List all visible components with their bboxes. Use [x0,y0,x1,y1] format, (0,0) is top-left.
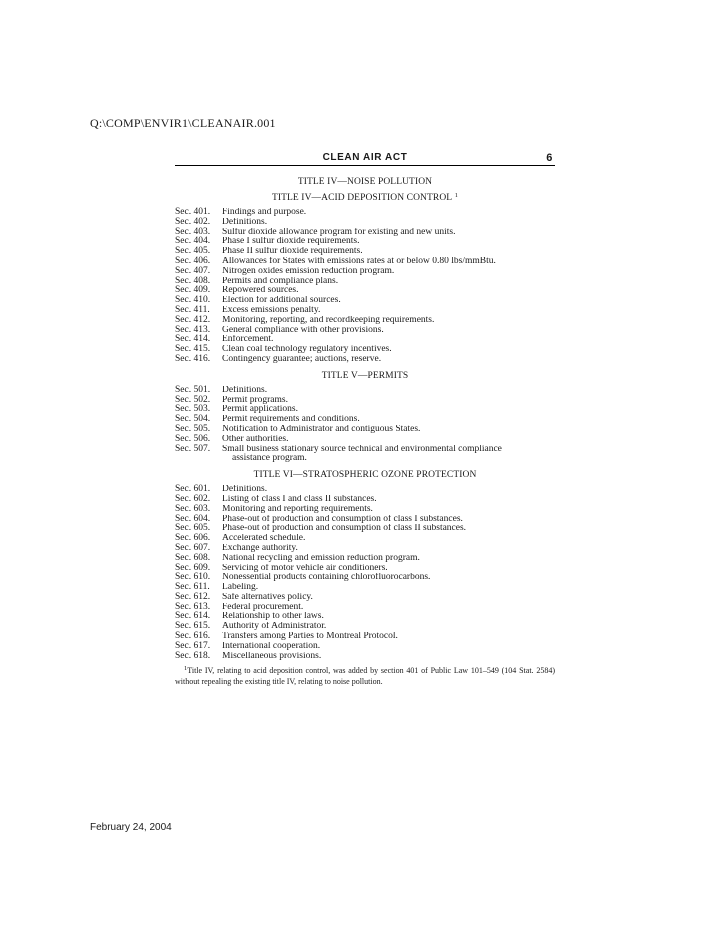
section-entry [175,247,555,257]
section-title [222,386,555,396]
section-title [222,495,555,505]
section-title [222,228,555,238]
section-title [222,218,555,228]
section-title-text: Nitrogen oxides emission reduction program. [222,266,395,276]
page-number: 6 [546,152,553,164]
title-heading [175,193,555,203]
footnote-mark: 1 [184,665,188,672]
section-title [222,524,555,534]
section-list [175,208,555,365]
section-title-text: Permits and compliance plans. [222,276,339,286]
section-number: Sec. 413. [175,324,211,335]
section-title [222,345,555,355]
section-title [222,277,555,287]
section-entry [175,286,555,296]
title-heading-text: TITLE V—PERMITS [321,370,409,381]
section-entry [175,208,555,218]
section-number: Sec. 406. [175,255,211,266]
section-number: Sec. 618. [175,650,211,661]
section-title [222,485,555,495]
section-title [222,583,555,593]
section-title-text: Definitions. [222,485,268,495]
section-title [222,326,555,336]
document-date: February 24, 2004 [90,822,172,833]
section-entry [175,652,555,662]
title-heading-text: TITLE VI—STRATOSPHERIC OZONE PROTECTION [253,470,477,481]
running-header-title: CLEAN AIR ACT [322,152,408,163]
section-entry [175,603,555,613]
section-title-text: Other authorities. [222,434,289,444]
section-entry [175,415,555,425]
section-number: Sec. 609. [175,562,211,573]
section-number: Sec. 602. [175,493,211,504]
section-title [222,554,555,564]
section-number: Sec. 401. [175,207,211,217]
section-number: Sec. 403. [175,226,211,237]
section-title-text: Sulfur dioxide allowance program for existing and new units. [222,227,456,237]
section-title [222,316,555,326]
section-number: Sec. 410. [175,295,211,306]
section-title-text: Nonessential products containing chlorofluorocarbons. [222,573,431,583]
title-heading-text: TITLE IV—ACID DEPOSITION CONTROL [271,193,453,203]
section-number: Sec. 503. [175,404,211,415]
footnote-text: Title IV, relating to acid deposition control, was added by section 401 of Public Law 101–549 (104 Stat. 2584) without repealing the existing title IV, relating to noise pollution. [175,666,555,686]
section-number: Sec. 505. [175,423,211,434]
section-title-text: Accelerated schedule. [222,534,306,544]
footnote-reference: 1 [454,192,459,199]
section-number: Sec. 610. [175,572,211,583]
section-title-text: Definitions. [222,217,268,227]
section-title-text: Findings and purpose. [222,208,307,217]
section-entry [175,345,555,355]
running-header [175,152,555,166]
section-title-continuation: assistance program. [232,453,307,464]
section-entry [175,296,555,306]
section-title [222,603,555,613]
section-title [222,445,555,465]
section-entry [175,277,555,287]
section-list [175,386,555,464]
section-number: Sec. 416. [175,353,211,364]
section-number: Sec. 412. [175,314,211,325]
section-number: Sec. 407. [175,265,211,276]
section-entry [175,228,555,238]
section-title [222,573,555,583]
section-number: Sec. 402. [175,216,211,227]
section-entry [175,445,555,465]
section-title-text: General compliance with other provisions. [222,325,384,335]
section-title [222,544,555,554]
section-title [222,652,555,662]
section-number: Sec. 614. [175,611,211,622]
section-entry [175,642,555,652]
section-entry [175,515,555,525]
section-title-text: Election for additional sources. [222,296,341,306]
section-entry [175,218,555,228]
section-number: Sec. 507. [175,443,211,454]
section-title-text: Authority of Administrator. [222,622,327,632]
section-title [222,642,555,652]
section-title [222,267,555,277]
section-title [222,335,555,345]
section-number: Sec. 405. [175,246,211,257]
section-entry [175,396,555,406]
section-title-text: Phase-out of production and consumption of class I substances. [222,514,463,524]
section-number: Sec. 606. [175,533,211,544]
section-entry [175,306,555,316]
section-title [222,237,555,247]
section-entry [175,564,555,574]
section-entry [175,425,555,435]
section-number: Sec. 604. [175,513,211,524]
section-entry [175,386,555,396]
section-title [222,415,555,425]
section-title [222,247,555,257]
section-number: Sec. 502. [175,394,211,405]
section-title [222,257,555,267]
section-entry [175,554,555,564]
section-title [222,564,555,574]
section-entry [175,355,555,365]
section-title-text: Small business stationary source technical and environmental compliance [222,444,502,454]
section-title-text: Phase-out of production and consumption of class II substances. [222,524,467,534]
section-entry [175,335,555,345]
section-entry [175,573,555,583]
section-number: Sec. 611. [175,582,210,593]
section-title-text: Definitions. [222,385,268,395]
section-title [222,296,555,306]
section-entry [175,534,555,544]
section-title [222,435,555,445]
section-title [222,425,555,435]
section-title-text: Enforcement. [222,335,274,345]
section-number: Sec. 617. [175,640,211,651]
section-title [222,505,555,515]
section-entry [175,257,555,267]
section-title-text: Phase II sulfur dioxide requirements. [222,247,363,257]
section-title [222,396,555,406]
file-path: Q:\COMP\ENVIR1\CLEANAIR.001 [90,116,276,130]
section-title-text: Permit programs. [222,395,288,405]
section-entry [175,524,555,534]
section-title-text: Exchange authority. [222,543,298,553]
section-list [175,485,555,661]
section-title-text: Safe alternatives policy. [222,592,313,602]
section-title-text: Servicing of motor vehicle air conditioners. [222,563,388,573]
section-title-text: Allowances for States with emissions rates at or below 0.80 lbs/mmBtu. [222,256,496,266]
section-number: Sec. 501. [175,384,211,395]
section-number: Sec. 613. [175,601,211,612]
section-number: Sec. 612. [175,591,211,602]
section-entry [175,316,555,326]
section-entry [175,237,555,247]
title-heading [175,177,555,187]
section-number: Sec. 408. [175,275,211,286]
section-number: Sec. 504. [175,414,211,425]
table-of-contents [175,177,555,661]
section-title-text: Repowered sources. [222,286,299,296]
section-entry [175,593,555,603]
section-number: Sec. 411. [175,304,210,315]
section-title-text: Federal procurement. [222,602,304,612]
section-title-text: Transfers among Parties to Montreal Protocol. [222,632,398,642]
section-entry [175,485,555,495]
section-entry [175,544,555,554]
section-number: Sec. 615. [175,621,211,632]
section-number: Sec. 601. [175,484,211,495]
section-entry [175,326,555,336]
section-entry [175,632,555,642]
section-title [222,306,555,316]
section-title-text: Relationship to other laws. [222,612,324,622]
section-title [222,355,555,365]
section-title-text: Labeling. [222,583,259,593]
section-number: Sec. 608. [175,552,211,563]
title-heading [175,470,555,480]
section-entry [175,612,555,622]
section-number: Sec. 414. [175,334,211,345]
section-title [222,622,555,632]
section-number: Sec. 415. [175,344,211,355]
section-title-text: Clean coal technology regulatory incentives. [222,345,392,355]
section-title-text: Monitoring and reporting requirements. [222,504,373,514]
section-title-text: Contingency guarantee; auctions, reserve. [222,354,382,364]
section-title-text: Excess emissions penalty. [222,305,321,315]
section-entry [175,405,555,415]
section-title-text: Notification to Administrator and contiguous States. [222,424,421,434]
section-title [222,208,555,218]
section-entry [175,495,555,505]
section-title-text: Phase I sulfur dioxide requirements. [222,237,360,247]
footnote [175,665,555,687]
section-title-text: Monitoring, reporting, and recordkeeping requirements. [222,315,435,325]
section-number: Sec. 506. [175,433,211,444]
section-title [222,405,555,415]
section-entry [175,267,555,277]
section-title [222,286,555,296]
title-heading-text: TITLE IV—NOISE POLLUTION [297,177,433,187]
section-title-text: Listing of class I and class II substances. [222,494,377,504]
section-title [222,593,555,603]
section-number: Sec. 605. [175,523,211,534]
section-number: Sec. 607. [175,542,211,553]
section-entry [175,435,555,445]
section-entry [175,505,555,515]
section-title [222,534,555,544]
section-entry [175,622,555,632]
section-title [222,632,555,642]
section-number: Sec. 616. [175,631,211,642]
section-number: Sec. 404. [175,236,211,247]
section-entry [175,583,555,593]
section-title [222,612,555,622]
section-number: Sec. 409. [175,285,211,296]
section-number: Sec. 603. [175,503,211,514]
section-title-text: Permit requirements and conditions. [222,415,360,425]
section-title-text: National recycling and emission reduction program. [222,553,420,563]
section-title-text: Miscellaneous provisions. [222,651,322,661]
title-heading [175,371,555,381]
section-title [222,515,555,525]
section-title-text: International cooperation. [222,641,321,651]
section-title-text: Permit applications. [222,405,298,415]
